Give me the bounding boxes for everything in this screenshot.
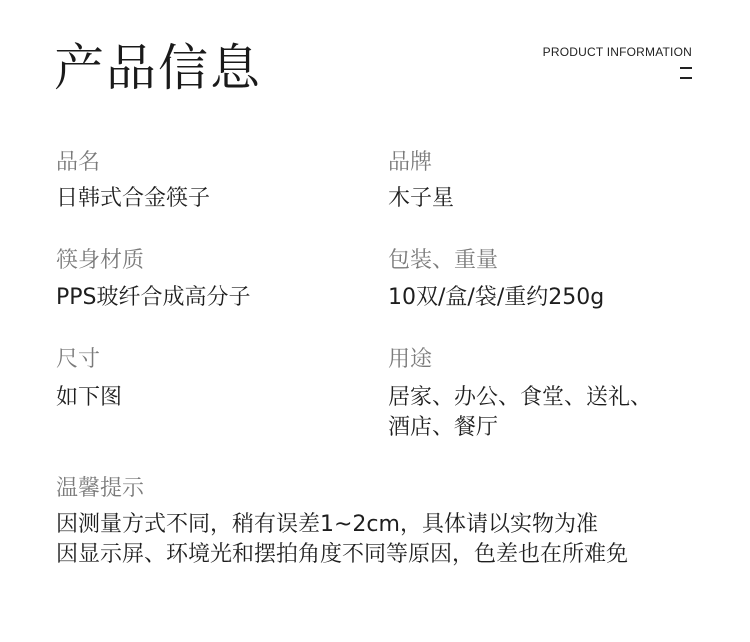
product-name-value: 日韩式合金筷子 [56, 186, 211, 211]
tips-label: 温馨提示 [56, 476, 145, 501]
tips-line: 因测量方式不同，稍有误差1~2cm，具体请以实物为准 [56, 512, 598, 537]
decorative-line-top [680, 67, 692, 69]
usage-line: 居家、办公、食堂、送礼、 [388, 385, 653, 410]
usage-label: 用途 [388, 347, 433, 372]
packaging-value: 10双/盒/袋/重约250g [388, 285, 605, 310]
size-value: 如下图 [56, 385, 123, 410]
usage-line: 酒店、餐厅 [388, 415, 499, 440]
page-title: 产品信息 [54, 39, 262, 97]
tips-line: 因显示屏、环境光和摆拍角度不同等原因，色差也在所难免 [56, 542, 629, 567]
usage-value [388, 383, 652, 443]
packaging-label: 包装、重量 [388, 248, 499, 273]
decorative-line-bottom [680, 77, 692, 79]
product-name-label: 品名 [56, 150, 101, 175]
page-subtitle: PRODUCT INFORMATION [542, 45, 692, 59]
size-label: 尺寸 [56, 347, 101, 372]
tips-text [56, 510, 628, 570]
brand-label: 品牌 [388, 150, 433, 175]
material-value: PPS玻纤合成高分子 [56, 285, 251, 310]
material-label: 筷身材质 [56, 248, 145, 273]
brand-value: 木子星 [388, 186, 455, 211]
